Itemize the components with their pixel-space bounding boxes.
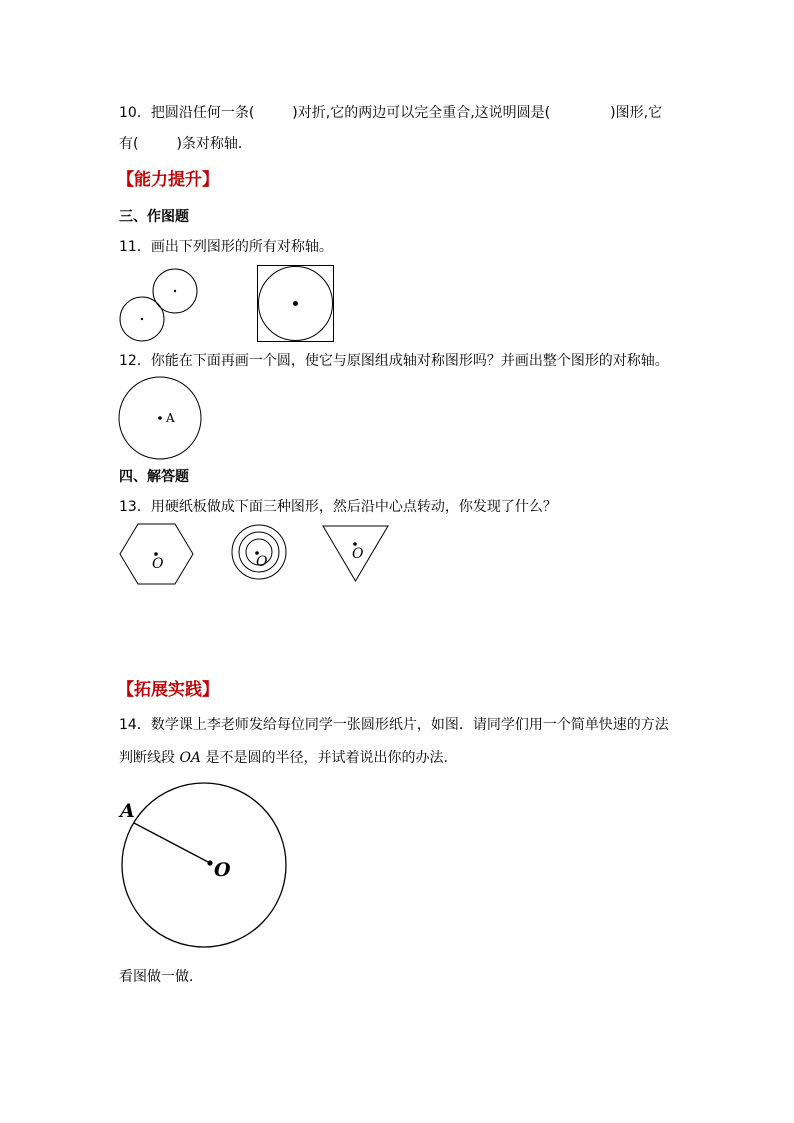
q14-segment-label: OA [179, 750, 202, 766]
q10-text-b: )对折,它的两边可以完全重合,这说明圆是( [292, 105, 551, 121]
q10-text-a: 10．把圆沿任何一条( [119, 105, 255, 121]
q10-line2 [119, 135, 252, 153]
q13-text: 13．用硬纸板做成下面三种图形，然后沿中心点转动，你发现了什么？ [119, 499, 557, 515]
q14-line2 [119, 749, 458, 767]
q12-circle-figure [118, 376, 204, 462]
q10-text-d: 有( [119, 136, 139, 152]
q14-label-a: A [120, 800, 135, 822]
q11-circle-in-square-figure [257, 265, 335, 343]
section-answer-heading: 四、解答题 [119, 469, 189, 485]
q13-concentric-circles-figure [230, 523, 290, 583]
q11-small-circle-upper-center [174, 290, 176, 292]
q11-two-circles-figure [110, 262, 210, 348]
q13-triangle-label: O [352, 546, 364, 562]
q11-small-circle-lower-center [141, 318, 143, 320]
footer-text: 看图做一做． [119, 969, 203, 985]
q14-point-o [207, 860, 212, 865]
q14-segment-oa [134, 823, 210, 863]
section-improve-title: 【能力提升】 [117, 170, 219, 190]
q11-inscribed-circle-center [293, 301, 298, 306]
q12-point-label: A [166, 411, 175, 425]
q14-text-pre: 判断线段 [119, 750, 180, 766]
q12-center-point [158, 416, 162, 420]
q14-circle [122, 783, 286, 947]
q14-line1: 14．数学课上李老师发给每位同学一张圆形纸片，如图．请同学们用一个简单快速的方法 [119, 717, 669, 733]
q11-text: 11．画出下列图形的所有对称轴。 [119, 239, 333, 255]
q13-hexagon-label: O [152, 556, 164, 572]
q14-circle-figure [110, 795, 295, 955]
q14-label-o: O [214, 859, 231, 881]
q10-line1 [119, 104, 662, 122]
section-drawing-heading: 三、作图题 [119, 209, 189, 225]
q13-outer-circle [232, 525, 286, 579]
q14-text-post: 是不是圆的半径，并试着说出你的办法． [201, 750, 458, 766]
q12-text: 12．你能在下面再画一个圆，使它与原图组成轴对称图形吗？并画出整个图形的对称轴。 [119, 353, 669, 369]
q13-circles-label: O [256, 554, 268, 570]
q10-text-e: )条对称轴． [176, 136, 252, 152]
q13-triangle-figure [322, 525, 390, 583]
q10-text-c: )图形,它 [610, 105, 663, 121]
section-practice-title: 【拓展实践】 [117, 680, 219, 700]
q13-hexagon-figure [119, 523, 195, 585]
